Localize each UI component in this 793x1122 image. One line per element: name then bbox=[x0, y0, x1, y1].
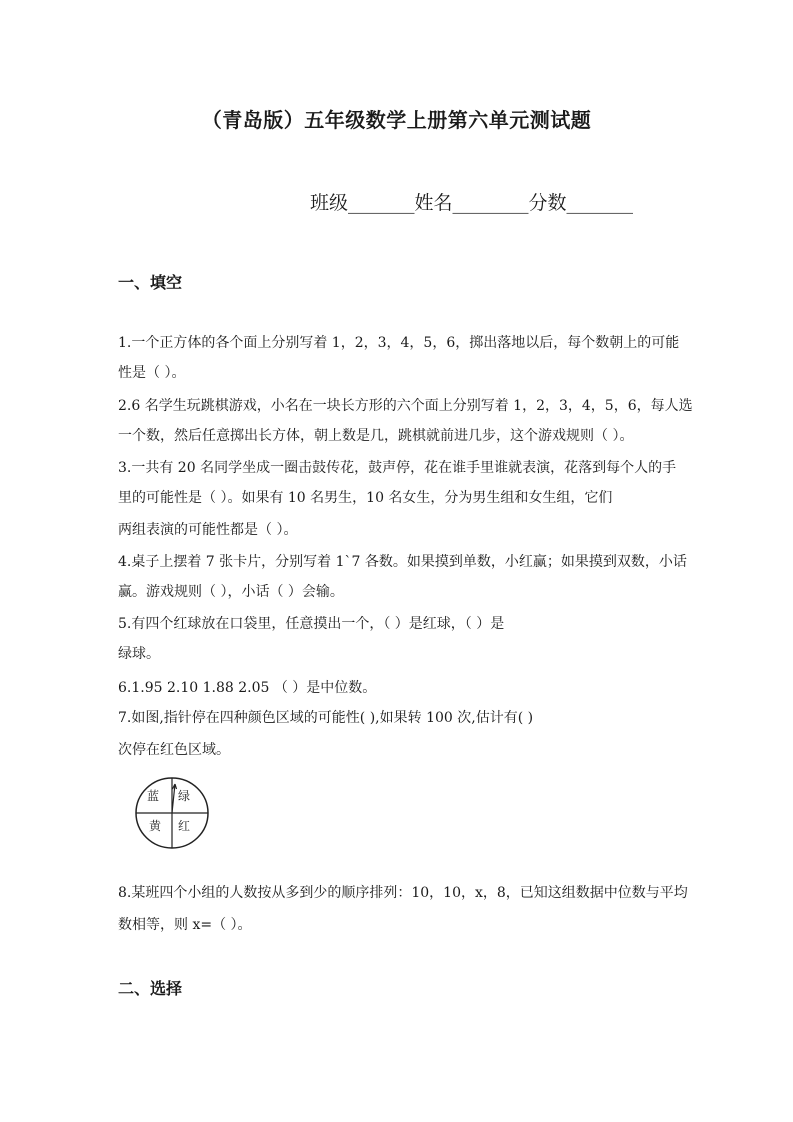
spinner-pointer-arrow bbox=[172, 784, 177, 813]
question-line: 赢。游戏规则（ ），小话（ ）会输。 bbox=[118, 584, 344, 600]
spinner-label-blue: 蓝 bbox=[147, 789, 160, 803]
question-line: 数相等，则 x=（ ）。 bbox=[118, 917, 252, 933]
question-line: 一个数，然后任意掷出长方体，朝上数是几，跳棋就前进几步，这个游戏规则（ ）。 bbox=[118, 428, 634, 444]
question-line: 6.1.95 2.10 1.88 2.05 （ ）是中位数。 bbox=[118, 680, 377, 696]
question-line: 次停在红色区域。 bbox=[118, 742, 230, 758]
question-line: 3.一共有 20 名同学坐成一圈击鼓传花，鼓声停，花在谁手里谁就表演，花落到每个人的手 bbox=[118, 460, 677, 476]
section-heading-choice: 二、选择 bbox=[118, 979, 183, 998]
question-line: 4.桌子上摆着 7 张卡片，分别写着 1`7 各数。如果摸到单数，小红赢；如果摸到双数，小话 bbox=[118, 554, 687, 570]
question-line: 2.6 名学生玩跳棋游戏，小名在一块长方形的六个面上分别写着 1，2，3，4，5，6，每人选 bbox=[118, 398, 693, 414]
spinner-label-yellow: 黄 bbox=[149, 819, 162, 833]
question-line: 7.如图,指针停在四种颜色区域的可能性( ),如果转 100 次,估计有( ) bbox=[118, 710, 534, 726]
question-line: 绿球。 bbox=[118, 646, 160, 662]
student-info-line: 班级_______姓名________分数_______ bbox=[310, 192, 634, 214]
question-line: 性是（ ）。 bbox=[118, 365, 186, 381]
spinner-label-red: 红 bbox=[178, 819, 191, 833]
page-title: （青岛版）五年级数学上册第六单元测试题 bbox=[201, 108, 592, 132]
question-line: 8.某班四个小组的人数按从多到少的顺序排列：10，10，x，8，已知这组数据中位数与平均 bbox=[118, 885, 688, 901]
question-line: 5.有四个红球放在口袋里，任意摸出一个，（ ）是红球，（ ）是 bbox=[118, 616, 505, 632]
spinner-diagram bbox=[134, 776, 210, 850]
spinner-label-green: 绿 bbox=[178, 789, 191, 803]
question-line: 1.一个正方体的各个面上分别写着 1，2，3，4，5，6，掷出落地以后，每个数朝上的可能 bbox=[118, 335, 680, 351]
question-line: 里的可能性是（ ）。如果有 10 名男生，10 名女生，分为男生组和女生组，它们 bbox=[118, 490, 613, 506]
question-line: 两组表演的可能性都是（ ）。 bbox=[118, 522, 298, 538]
section-heading-fill-in: 一、填空 bbox=[118, 273, 183, 292]
